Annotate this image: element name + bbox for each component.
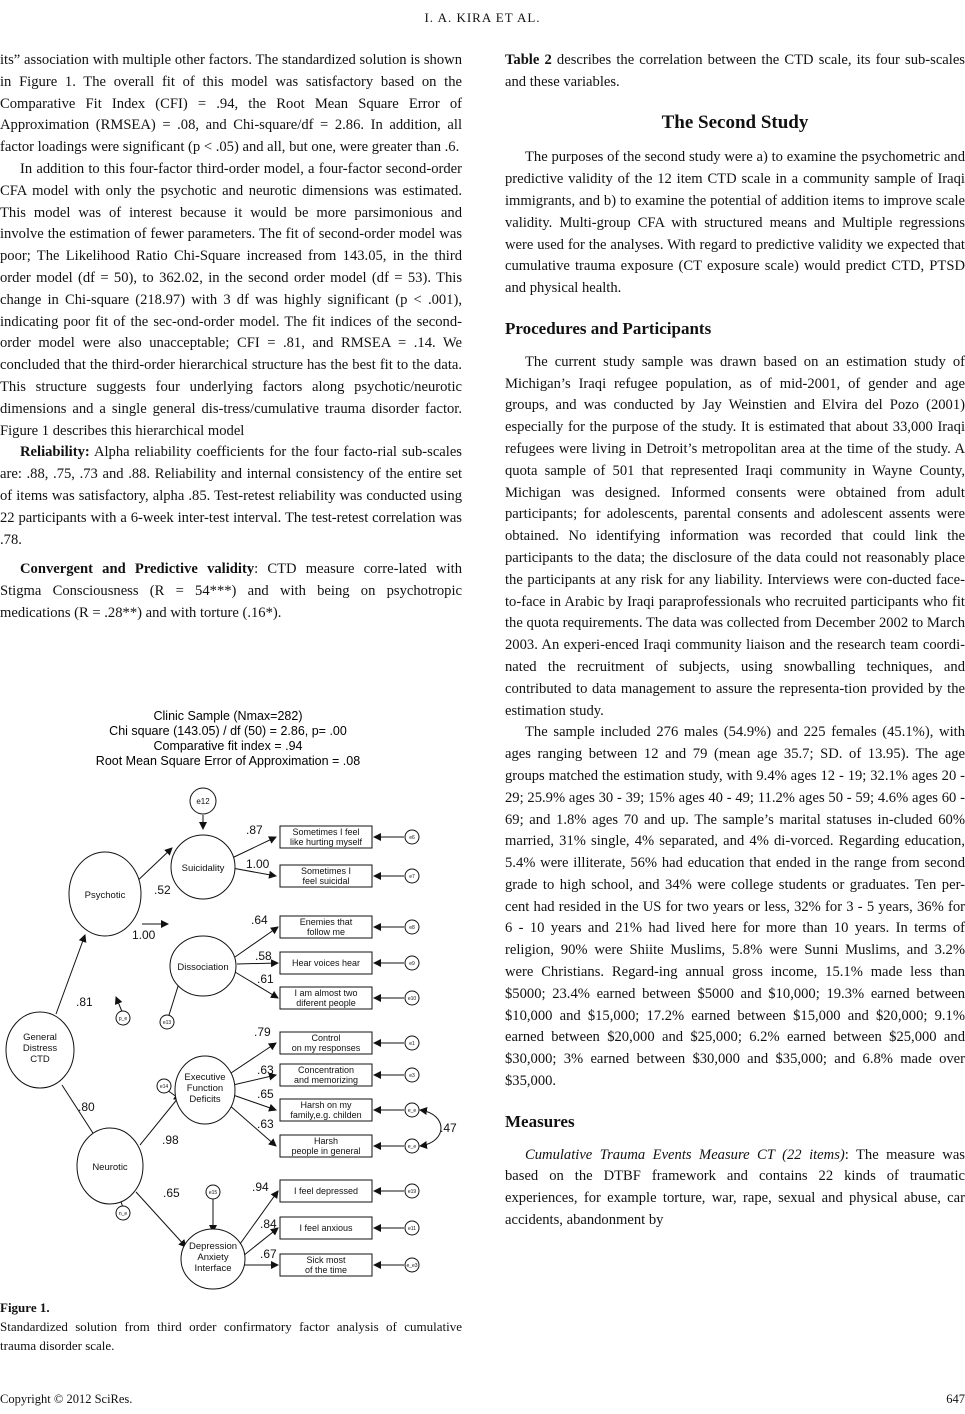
error-label: e7 — [409, 874, 415, 880]
error-label: e9 — [409, 961, 415, 967]
paragraph-heading: Table 2 — [505, 52, 552, 68]
error-label: e10 — [407, 996, 417, 1002]
factor-label: Anxiety — [197, 1252, 229, 1263]
subsection-heading: Measures — [505, 1111, 575, 1131]
paragraph-text: describes the correlation between the CTD scale, its four sub-scales and these variables. — [505, 52, 965, 90]
caption-text: Standardized solution from third order confirmatory factor analysis of cumulative trauma disorder scale. — [0, 1319, 462, 1353]
item-label: I feel anxious — [299, 1223, 353, 1233]
coefficient: .67 — [260, 1247, 277, 1261]
item-label: diferent people — [296, 998, 356, 1008]
correlation-arc — [420, 1110, 441, 1146]
item-label: Enemies that — [299, 917, 353, 927]
error-label: e6 — [409, 835, 415, 841]
paragraph: The purposes of the second study were a) to examine the psychometric and predictive validity of the 12 item CTD scale in a community sample of Iraqi immigrants, and b) to examine the potential of addition items to improve scale validity. Multi-group CFA with structured means and Multiple regressions were used for the analyses. With regard to predictive validity we expected that cumulative trauma exposure (CT exposure scale) would predict CTD, PTSD and physical health. — [505, 149, 965, 297]
factor-label: Dissociation — [177, 962, 229, 973]
factor-label: Neurotic — [92, 1162, 128, 1173]
figure-title-line: Chi square (143.05) / df (50) = 2.86, p= .00 — [109, 724, 347, 738]
paragraph — [505, 1145, 965, 1232]
coefficient: .87 — [246, 823, 263, 837]
coefficient: 1.00 — [132, 928, 156, 942]
factor-label: General — [23, 1032, 57, 1043]
paragraph — [505, 50, 965, 94]
paragraph-heading: Reliability: — [20, 444, 90, 461]
coefficient: 1.00 — [246, 857, 270, 871]
error-label: e_e3 — [406, 1263, 418, 1269]
factor-label: Distress — [22, 1043, 58, 1054]
item-label: of the time — [304, 1265, 348, 1275]
coefficient: .61 — [257, 972, 274, 986]
paragraph-text: : CTD measure corre-lated with Stigma Consciousness (R = 54***) and with being on psychotropic medications (R = .28**) and with torture (.16*). — [0, 561, 463, 621]
item-label: Harsh — [313, 1136, 339, 1146]
paragraph-text: Alpha reliability coefficients for the four facto-rial sub-scales are: .88, .75, .73 and .88. Reliability and internal consistency of the entire set of items was satisfactory, alpha .85. Test-retest reliability was conducted using 22 participants with a 6-week inter-test interval. The test-retest correlation was .78. — [0, 444, 462, 548]
figure-1-cfa-diagram — [0, 702, 470, 1292]
caption-title: Figure 1. — [0, 1300, 50, 1315]
factor-label: Function — [186, 1083, 224, 1094]
footer-copyright: Copyright © 2012 SciRes. — [0, 1392, 133, 1406]
paragraph-heading: Cumulative Trauma Events Measure CT (22 items) — [525, 1146, 845, 1163]
left-column — [0, 50, 462, 625]
factor-label: CTD — [30, 1054, 50, 1065]
page-number: 647 — [946, 1392, 965, 1406]
paragraph-text: : The measure was based on the DTBF framework and contains 22 kinds of traumatic experiences, for example torture, war, rape, sexual and physical abuse, car accidents, abandonment by — [505, 1146, 965, 1229]
coefficient: .63 — [257, 1117, 274, 1131]
factor-label: Depression — [188, 1241, 238, 1252]
loading-path — [237, 963, 278, 964]
paragraph: In addition to this four-factor third-order model, a four-factor second-order CFA model with only the psychotic and neurotic dimensions was estimated. This model was of interest because it would be more parsimonious and involve the estimation of fewer parameters. The fit of second-order model was poor; The Likelihood Ratio Chi-Square increased from 143.05, in the third order model (df = 50), to 362.02, in the second order model (df = 53). This change in Chi-square (218.97) with 3 df was highly significant (p < .001), indicating poor fit of the sec-ond-order model. The fit indices of the second-order model were also unacceptable; CFI = .81, and RMSEA = .14. We concluded that the third-order hierarchical structure has the best fit to the data. This structure suggests four underlying factors along psychotic/neurotic dimensions and a single general dis-tress/cumulative trauma disorder factor. Figure 1 describes this hierarchical model — [0, 160, 462, 439]
error-label: e_e — [407, 1108, 417, 1114]
coefficient: .63 — [257, 1063, 274, 1077]
item-label: Sick most — [306, 1255, 346, 1265]
figure-title-line: Clinic Sample (Nmax=282) — [153, 709, 303, 723]
item-label: feel suicidal — [302, 876, 350, 886]
subsection-heading: Procedures and Participants — [505, 318, 712, 338]
coefficient: .65 — [163, 1186, 180, 1200]
error-label: e11 — [408, 1226, 416, 1232]
factor-label: Executive — [184, 1072, 226, 1083]
residual-label: p_e — [118, 1016, 128, 1022]
factor-label: Deficits — [189, 1094, 221, 1105]
item-label: family,e.g. childen — [290, 1110, 362, 1120]
coefficient: .84 — [260, 1217, 277, 1231]
figure-caption — [0, 1298, 462, 1355]
item-label: Hear voices hear — [291, 958, 361, 968]
residual-label: n_e — [118, 1211, 128, 1217]
item-label: Harsh on my — [300, 1100, 352, 1110]
item-label: Concentration — [297, 1065, 355, 1075]
item-label: people in general — [291, 1146, 361, 1156]
factor-label: Psychotic — [84, 890, 126, 901]
paragraph: The current study sample was drawn based on an estimation study of Michigan’s Iraqi refugee population, as of mid-2001, of gender and age groups, and was conducted by Jay Weinstien and Elvira del Pozo (2001) especially for the purpose of the study. It is estimated that about 33,000 Iraqi refugees were living in Detroit’s metropolitan area at the time of the study. A quota sample of 501 that represented Iraqi community in Wayne County, Michigan was designed. Informed consents were obtained from adult participants; for adolescents, parental consents and adolescent assents were obtained. No identifying information was recorded that could link the participants to the data; the disclosure of the data could not reasonably place the participants at any risk for any liability. Interviews were con-ducted face-to-face in Arabic by Iraqi paraprofessionals who recruited participants who fit the quota requirements. The data was collected from December 2002 to March 2003. An experi-enced Iraqi community liaison and the research team coordi-nated the recruitment of subjects, using snowballing techniques, and contributed to data management to assure the representa-tion provided by the estimation study. — [505, 353, 965, 719]
coefficient: .98 — [162, 1133, 179, 1147]
item-label: like hurting myself — [289, 837, 363, 847]
residual-label: e15 — [208, 1190, 218, 1196]
item-label: Sometimes I — [300, 866, 352, 876]
path-neurotic-depression — [136, 1192, 186, 1247]
residual-label: e13 — [162, 1020, 172, 1026]
error-label: e8 — [409, 925, 415, 931]
error-label: e3 — [409, 1073, 415, 1079]
running-header: I. A. KIRA ET AL. — [424, 10, 541, 25]
paragraph — [0, 442, 462, 551]
coefficient: .58 — [255, 949, 272, 963]
loading-path — [232, 837, 276, 858]
paragraph: The sample included 276 males (54.9%) and 225 females (45.1%), with ages ranging between 12 and 79 (mean age 35.7; SD. of 13.95). The age groups matched the estimation study, with 9.4% ages 12 - 19; 32.1% ages 20 - 29; 25.9% ages 30 - 39; 15% ages 40 - 49; 11.2% ages 50 - 59; 4.6% ages 60 - 69; and 1.8% ages 70 and up. The sample’s marital statuses in-cluded 60% married, 31% single, 4% separated, and 4% di-vorced. Regarding education, 5.4% were illiterate, 56% had education that ended in the range from second grade to high school, and 34% were college students or graduates. Ten per-cent had resided in the US for two years or less, 32% for 3 - 5 years, 36% for 6 - 10 years and 21% had lived here for more than 10 years. In terms of religion, 90% were Shiite Muslims, 5.8% were Sunni Muslims, and 3.2% were Christians. Regard-ing annual gross income, 15.1% made less than $5000; 23.4% earned between $5000 and $10,000; 19.3% earned between $10,000 and $15,000; 17.2% earned between $15,000 and $20,000; 9.1% earned between $20,000 and $25,000; 6.2% earned between $25,000 and $30,000; 3% earned between $30,000 and $35,000; and 6.8% made over $35,000. — [505, 724, 965, 1090]
item-label: I feel depressed — [293, 1186, 359, 1196]
factor-label: Interface — [194, 1263, 232, 1274]
item-label: Control — [311, 1033, 341, 1043]
right-column — [505, 50, 965, 1232]
coefficient: .79 — [254, 1025, 271, 1039]
coefficient: .47 — [440, 1121, 457, 1135]
coefficient: .80 — [78, 1100, 95, 1114]
paragraph-heading: Convergent and Predictive validity — [20, 561, 255, 578]
error-label: e_e — [407, 1144, 417, 1150]
residual-label: e12 — [196, 797, 210, 806]
coefficient: .65 — [257, 1087, 274, 1101]
residual-label: e14 — [159, 1084, 169, 1090]
paragraph: its” association with multiple other factors. The standardized solution is shown in Figure 1. The overall fit of this model was satisfactory based on the Comparative Fit Index (CFI) = .94, the Root Mean Square Error of Approximation (RMSEA) = .08, and Chi-square/df = 2.86. In addition, all factor loadings were significant (p < .05) and all, but one, were greater than .6. — [0, 52, 462, 156]
factor-label: Suicidality — [181, 863, 225, 874]
item-label: on my responses — [291, 1043, 361, 1053]
item-label: and memorizing — [293, 1075, 359, 1085]
coefficient: .52 — [154, 883, 171, 897]
error-label: e1 — [409, 1041, 415, 1047]
paragraph — [0, 559, 462, 624]
item-label: follow me — [306, 927, 346, 937]
coefficient: .94 — [252, 1180, 269, 1194]
item-label: Sometimes I feel — [292, 827, 360, 837]
figure-title-line: Root Mean Square Error of Approximation = .08 — [95, 754, 361, 768]
coefficient: .64 — [251, 913, 268, 927]
section-heading: The Second Study — [661, 111, 809, 133]
item-label: I am almost two — [294, 988, 358, 998]
figure-title-line: Comparative fit index = .94 — [153, 739, 303, 753]
error-label: e19 — [407, 1189, 417, 1195]
coefficient: .81 — [76, 995, 93, 1009]
